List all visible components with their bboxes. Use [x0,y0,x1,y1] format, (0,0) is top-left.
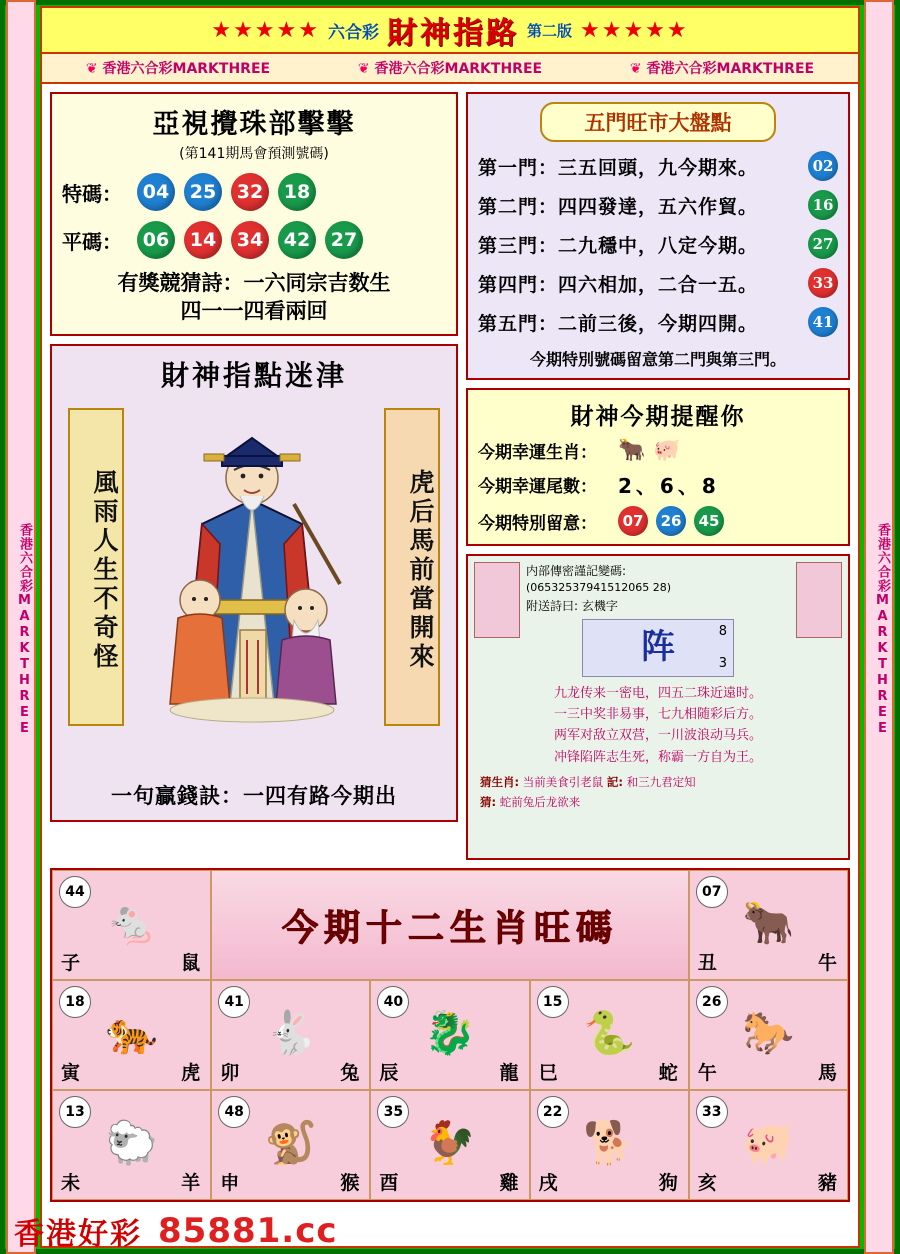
zodiac-number: 33 [696,1096,728,1128]
zodiac-number: 44 [59,876,91,908]
mark-strip [42,54,858,84]
zodiac-grid [50,868,850,1202]
footer-brand: 香港好彩 [14,1217,142,1252]
number-ball: 14 [184,221,222,259]
zodiac-cell-pig[interactable] [689,1090,848,1200]
zodiac-branch: 酉 [379,1172,399,1194]
five-gates-row [478,268,838,298]
secret-line-2: 附送詩曰: 玄機字 [526,598,618,613]
number-ball: 02 [808,151,838,181]
zodiac-cell-goat[interactable] [52,1090,211,1200]
edition-label: 第二版 [526,21,572,40]
secret-poem [474,683,842,769]
zodiac-cell-dragon[interactable] [370,980,529,1090]
lucky-zodiac-label: 今期幸運生肖： [478,443,597,463]
zodiac-branch: 辰 [379,1062,399,1084]
zodiac-cell-rabbit[interactable] [211,980,370,1090]
horse-icon: 🐎 [742,1008,795,1057]
title-bar [42,8,858,54]
zodiac-branch: 丑 [697,952,717,974]
zodiac-branch: 亥 [697,1172,717,1194]
zodiac-cell-rooster[interactable] [370,1090,529,1200]
five-gates-row [478,151,838,181]
tiger-icon: 🐅 [105,1008,158,1057]
couplet-right: 虎后馬前當開來 [384,408,440,726]
mark-strip-item: ❦ 香港六合彩MARKTHREE [358,58,542,78]
zodiac-animal: 鼠 [181,952,201,974]
deity-card-left [474,562,520,638]
zodiac-number: 22 [537,1096,569,1128]
secret-poem-line: 两军对敌立双营，一川波浪动马兵。 [553,728,762,744]
top-columns [42,84,858,868]
number-ball: 27 [325,221,363,259]
number-ball: 45 [694,506,724,536]
poster-body [42,84,858,1246]
zodiac-animal: 蛇 [658,1062,678,1084]
prize-poem [62,269,446,326]
guess2-label: 猜: [480,794,497,809]
god-box-title: 財神指點迷津 [160,358,347,392]
zodiac-banner-text: 今期十二生肖旺碼 [281,906,618,949]
prediction-title: 亞視攪珠部擊擊 [152,109,356,140]
guess-row-2 [480,793,836,813]
zodiac-cell-dog[interactable] [530,1090,689,1200]
god-of-wealth-illustration [144,404,360,734]
zodiac-number: 15 [537,986,569,1018]
ox-icon: 🐂 [618,438,646,463]
prediction-box [50,92,458,336]
number-ball: 33 [808,268,838,298]
number-ball: 42 [278,221,316,259]
zodiac-branch: 未 [61,1172,81,1194]
rooster-icon: 🐓 [423,1118,477,1167]
left-column [50,92,458,860]
page-title: 財神指路 [386,16,519,51]
zodiac-animal: 馬 [817,1062,837,1084]
zodiac-branch: 申 [220,1172,240,1194]
footer-url[interactable]: 85881.cc [158,1211,338,1251]
prize-poem-lead: 有獎競猜詩： [117,270,244,295]
god-box-footer: 一句贏錢訣：一四有路今期出 [111,782,397,808]
lucky-tail-label: 今期幸運尾數： [478,477,597,497]
zodiac-number: 26 [696,986,728,1018]
zodiac-branch: 卯 [220,1062,240,1084]
guess-zodiac-value: 当前美食引老鼠 [522,775,604,790]
five-gates-row [478,229,838,259]
zodiac-number: 41 [218,986,250,1018]
couplet-left: 風雨人生不奇怪 [68,408,124,726]
number-ball: 04 [137,173,175,211]
zodiac-number: 40 [377,986,409,1018]
five-gates-box [466,92,850,380]
zodiac-number: 35 [377,1096,409,1128]
prize-poem-line2: 四一一四看兩回 [180,298,328,324]
zodiac-branch: 巳 [538,1062,558,1084]
zodiac-cell-tiger[interactable] [52,980,211,1090]
number-ball: 06 [137,221,175,259]
guess-block [474,773,842,812]
five-gates-row [478,190,838,220]
zodiac-number: 18 [59,986,91,1018]
right-border-text: 香港六合彩MARKTHREE [864,0,894,1254]
zodiac-animal: 豬 [817,1172,837,1194]
special-attention-row [478,506,838,536]
secret-poem-line: 冲锋陷阵志生死，称霸一方自为王。 [553,749,762,765]
zodiac-number: 13 [59,1096,91,1128]
special-numbers-label: 特碼： [62,181,122,206]
corner-number-bottom: 3 [718,656,727,671]
five-gates-text: 第二門：四四發達，五六作貿。 [478,195,759,218]
goat-icon: 🐑 [105,1118,158,1167]
secret-poem-line: 一三中奖非易事，七九相随彩后方。 [553,706,762,722]
number-ball: 07 [618,506,648,536]
special-numbers-row [62,173,446,211]
zodiac-cell-monkey[interactable] [211,1090,370,1200]
five-gates-text: 第五門：二前三後，今期四開。 [478,312,759,335]
lucky-tail-value: 2、6、8 [618,474,720,498]
zodiac-animal: 猴 [340,1172,360,1194]
five-gates-title: 五門旺市大盤點 [540,102,776,142]
zodiac-animal: 雞 [499,1172,519,1194]
zodiac-section [42,868,858,1210]
guess-row-1 [480,773,836,793]
zodiac-branch: 午 [697,1062,717,1084]
five-gates-text: 第一門：三五回頭，九今期來。 [478,156,759,179]
corner-number-top: 8 [718,623,727,639]
guess-zodiac-label: 猜生肖: [480,775,520,790]
dog-icon: 🐕 [583,1118,636,1167]
prize-poem-line1: 一六同宗吉数生 [243,270,391,295]
zodiac-animal: 牛 [817,952,837,974]
zodiac-branch: 子 [61,952,81,974]
zodiac-branch: 寅 [61,1062,81,1084]
guess-note-label: 記: [606,775,624,790]
lottery-name: 六合彩 [327,22,379,43]
prediction-subtitle: (第141期馬會預測號碼) [179,146,329,162]
dragon-icon: 🐉 [423,1008,477,1057]
zodiac-animal: 兔 [340,1062,360,1084]
five-gates-note: 今期特別號碼留意第二門與第三門。 [529,350,786,369]
secret-top-row [474,562,842,677]
mystic-character-box [582,619,734,677]
footer-bar [0,1210,900,1252]
secret-text-block [526,562,790,677]
stars-left-icon: ★★★★★ [211,17,320,43]
number-ball: 41 [808,307,838,337]
number-ball: 16 [808,190,838,220]
lucky-tail-row [478,470,838,499]
mark-strip-item: ❦ 香港六合彩MARKTHREE [86,58,270,78]
zodiac-animal: 龍 [499,1062,519,1084]
zodiac-animal: 狗 [658,1172,678,1194]
normal-numbers-row [62,221,446,259]
zodiac-banner [211,870,689,980]
special-attention-label: 今期特別留意： [478,513,597,534]
deity-card-right [796,562,842,638]
lucky-zodiac-row [478,438,838,463]
zodiac-cell-snake[interactable] [530,980,689,1090]
secret-code: (06532537941512065 28) [526,581,672,594]
reminder-box [466,388,850,546]
monkey-icon: 🐒 [264,1118,317,1167]
number-ball: 25 [184,173,222,211]
number-ball: 18 [278,173,316,211]
ox-icon: 🐂 [742,898,795,947]
zodiac-cell-ox[interactable] [689,870,848,980]
left-border-text: 香港六合彩MARKTHREE [6,0,36,1254]
zodiac-cell-rat[interactable] [52,870,211,980]
number-ball: 26 [656,506,686,536]
zodiac-cell-horse[interactable] [689,980,848,1090]
zodiac-animal: 羊 [181,1172,201,1194]
reminder-title: 財神今期提醒你 [570,403,746,430]
stars-right-icon: ★★★★★ [580,17,689,43]
number-ball: 27 [808,229,838,259]
rabbit-icon: 🐇 [264,1008,317,1057]
guess2-value: 蛇前兔后龙欲来 [499,794,581,809]
mark-strip-item: ❦ 香港六合彩MARKTHREE [630,58,814,78]
pig-icon: 🐖 [742,1118,795,1167]
number-ball: 34 [231,221,269,259]
zodiac-animal: 虎 [181,1062,201,1084]
zodiac-number: 07 [696,876,728,908]
pig-icon: 🐖 [653,438,681,463]
secret-line-1: 内部傳密謹記變碼: [526,564,627,578]
secret-code-box [466,554,850,860]
god-of-wealth-box [50,344,458,822]
zodiac-branch: 戌 [538,1172,558,1194]
five-gates-row [478,307,838,337]
mystic-character: 阵 [641,627,675,667]
secret-poem-line: 九龙传来一密电，四五二珠近遠时。 [553,685,762,701]
number-ball: 32 [231,173,269,211]
five-gates-text: 第四門：四六相加，二合一五。 [478,273,759,296]
poster-inner [40,6,860,1248]
zodiac-number: 48 [218,1096,250,1128]
normal-numbers-label: 平碼： [62,229,122,254]
guess-note-value: 和三九君定知 [626,775,696,790]
five-gates-text: 第三門：二九穩中，八定今期。 [478,234,759,257]
rat-icon: 🐁 [105,898,158,947]
right-column [466,92,850,860]
snake-icon: 🐍 [583,1008,636,1057]
